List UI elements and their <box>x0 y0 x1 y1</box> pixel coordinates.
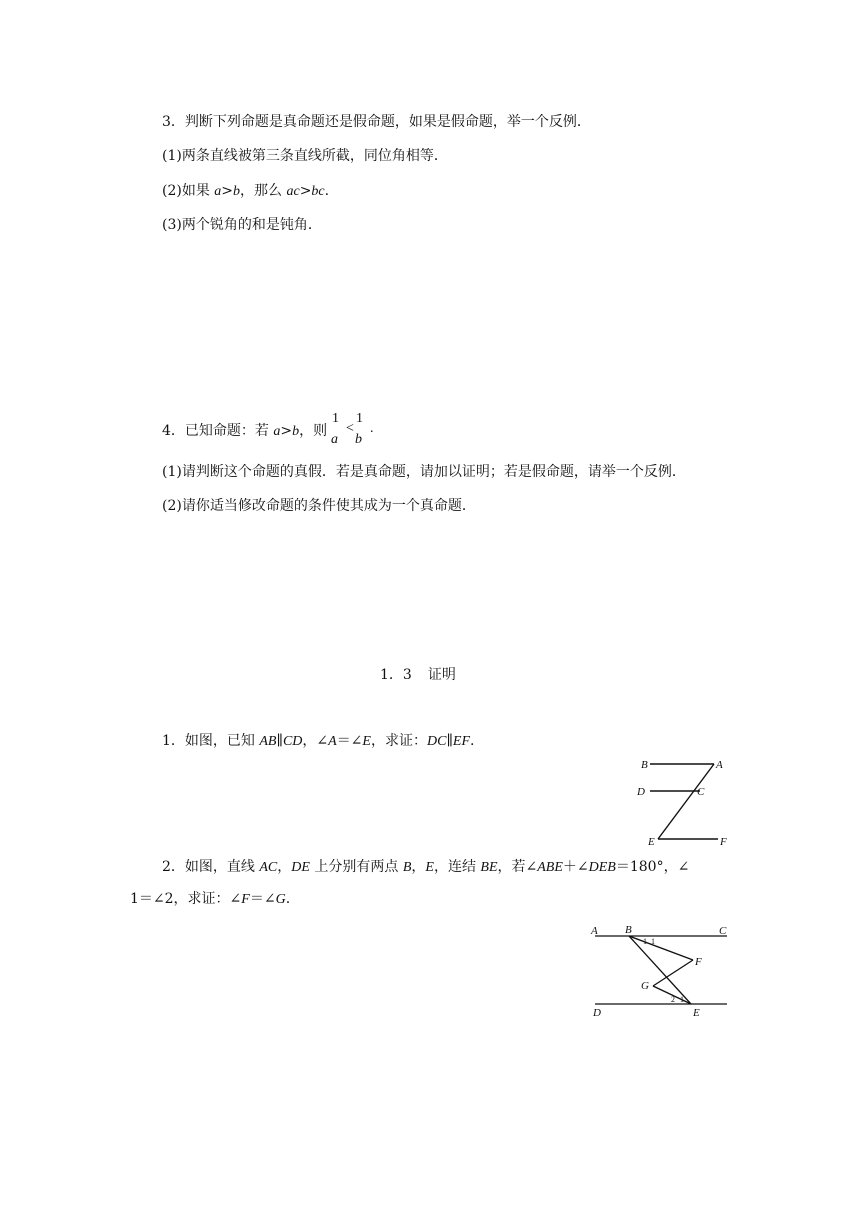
angle-label-1: 1 <box>643 937 647 946</box>
segment-be <box>629 936 691 1004</box>
q3-item-2: (2)如果 a>b，那么 ac>bc. <box>162 183 330 199</box>
label-d: D <box>637 786 645 798</box>
q3-stem: 3．判断下列命题是真命题还是假命题，如果是假命题，举一个反例． <box>162 114 591 130</box>
p2-stem-line-2: 1＝∠2，求证：∠F＝∠G. <box>130 891 291 907</box>
label-a: A <box>716 759 723 771</box>
segment-bf <box>629 936 693 960</box>
label-e: E <box>693 1007 700 1019</box>
angle-label-2: 2 <box>671 995 675 1004</box>
segment-fg <box>653 960 693 986</box>
q4-fraction-2-numerator: 1 <box>356 411 363 426</box>
label-e: E <box>648 836 655 848</box>
q4-less-than: < <box>346 421 354 436</box>
label-a: A <box>591 925 598 937</box>
label-c: C <box>719 925 727 937</box>
q4-fraction-1-numerator: 1 <box>332 411 339 426</box>
q3-item-3: (3)两个锐角的和是钝角． <box>162 217 322 233</box>
q4-stem: 4．已知命题：若 a>b，则 <box>162 423 328 439</box>
label-b: B <box>641 759 648 771</box>
q4-fraction-2-denominator: b <box>355 432 362 447</box>
label-g: G <box>641 980 649 992</box>
p1-stem: 1．如图，已知 AB∥CD，∠A＝∠E，求证：DC∥EF. <box>162 733 475 749</box>
angle-label-2b: 1 <box>680 995 684 1004</box>
q4-item-2: (2)请你适当修改命题的条件使其成为一个真命题． <box>162 498 476 514</box>
segment-ae <box>658 764 714 839</box>
label-f: F <box>695 956 702 968</box>
section-title: 1．3 证明 <box>380 667 456 683</box>
angle-label-1b: 1 <box>651 937 655 946</box>
label-d: D <box>593 1007 601 1019</box>
figure-1 <box>630 755 740 850</box>
p2-stem-line-1: 2．如图，直线 AC，DE 上分别有两点 B，E，连结 BE，若∠ABE＋∠DEB＝180°，∠ <box>162 859 690 875</box>
q4-period: . <box>370 421 374 436</box>
label-b: B <box>625 924 632 936</box>
q3-item-1: (1)两条直线被第三条直线所截，同位角相等． <box>162 148 448 164</box>
label-c: C <box>697 786 705 798</box>
figure-2 <box>585 920 735 1020</box>
q4-item-1: (1)请判断这个命题的真假．若是真命题，请加以证明；若是假命题，请举一个反例． <box>162 464 686 480</box>
label-f: F <box>720 836 727 848</box>
q4-fraction-1-denominator: a <box>331 432 338 447</box>
